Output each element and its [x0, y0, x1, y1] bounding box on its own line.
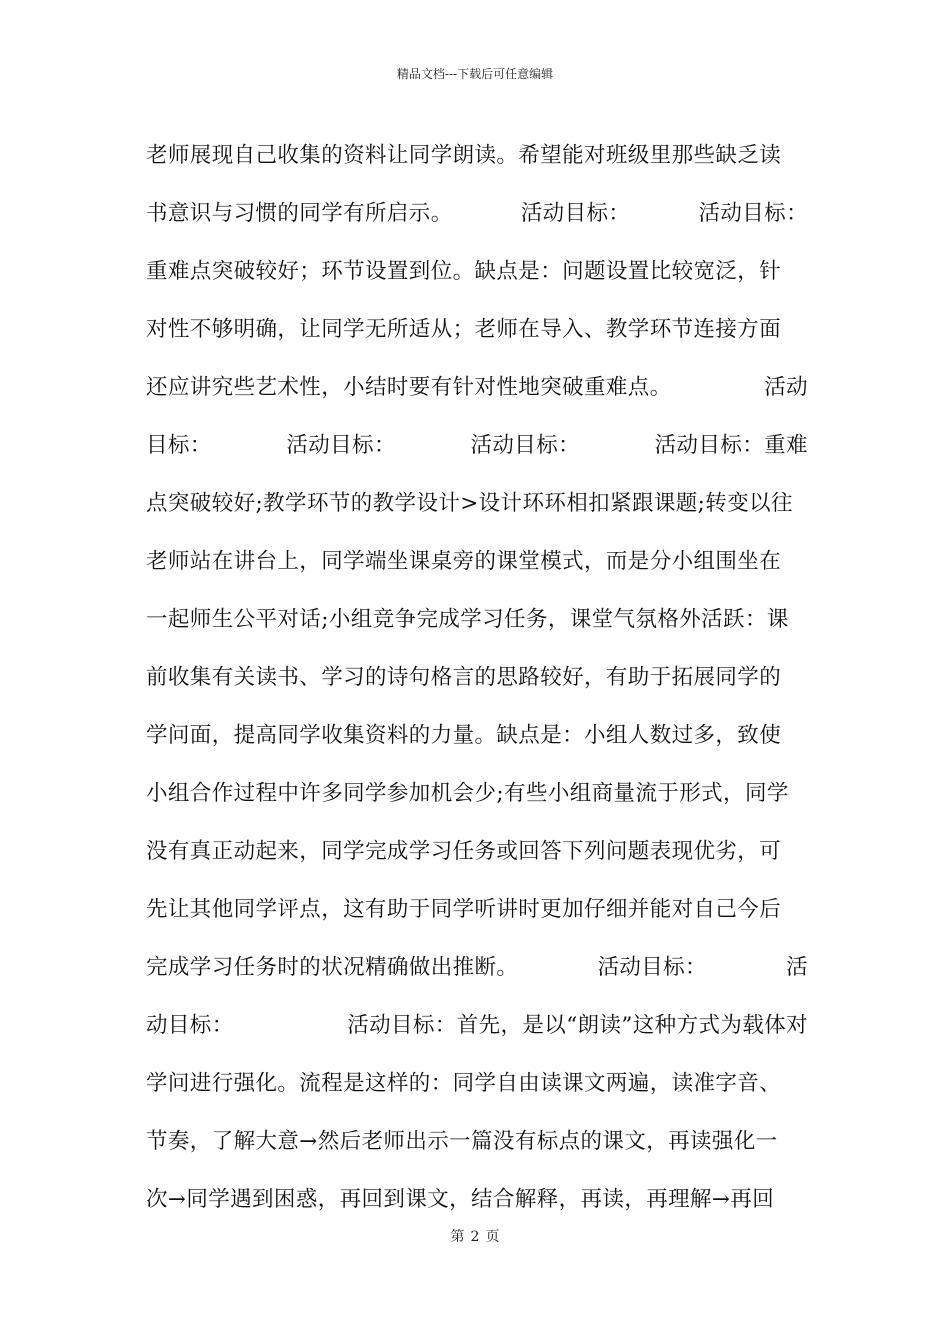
document-body [146, 124, 808, 1226]
header-text: 精品文档---下载后可任意编辑 [396, 67, 554, 81]
text-line [146, 878, 808, 936]
text-segment: 小组合作过程中许多同学参加机会少;有些小组商量流于形式，同学 [146, 780, 789, 806]
text-line [146, 1168, 808, 1226]
text-segment: 重难点突破较好；环节设置到位。缺点是：问题设置比较宽泛，针 [146, 258, 782, 284]
page-number-prefix: 第 [450, 1229, 465, 1245]
text-line [146, 240, 808, 298]
text-segment: 学问进行强化。流程是这样的：同学自由读课文两遍，读准字音、 [146, 1070, 782, 1096]
text-line [146, 762, 808, 820]
text-segment: 先让其他同学评点，这有助于同学听讲时更加仔细并能对自己今后 [146, 896, 782, 922]
text-line [146, 530, 808, 588]
page-footer [0, 1228, 950, 1246]
text-line [146, 298, 808, 356]
text-segment: 活动目标： [470, 432, 581, 458]
text-segment: 书意识与习惯的同学有所启示。 [146, 200, 453, 226]
text-line [146, 356, 808, 414]
text-segment: 一起师生公平对话;小组竞争完成学习任务，课堂气氛格外活跃：课 [146, 606, 789, 632]
page-number: 2 [470, 1229, 480, 1245]
text-line [146, 646, 808, 704]
text-segment: 没有真正动起来，同学完成学习任务或回答下列问题表现优劣，可 [146, 838, 782, 864]
text-line [146, 820, 808, 878]
text-segment: 还应讲究些艺术性，小结时要有针对性地突破重难点。 [146, 374, 672, 400]
text-segment: 活 [786, 954, 808, 980]
text-segment: 动目标： [146, 1012, 234, 1038]
text-segment: 点突破较好;教学环节的教学设计>设计环环相扣紧跟课题;转变以往 [146, 490, 793, 516]
page-number-suffix: 页 [485, 1229, 500, 1245]
page-header [0, 66, 950, 82]
text-segment: 前收集有关读书、学习的诗句格言的思路较好，有助于拓展同学的 [146, 664, 782, 690]
text-segment: 老师展现自己收集的资料让同学朗读。希望能对班级里那些缺乏读 [146, 142, 782, 168]
text-segment: 活动目标： [698, 200, 808, 226]
text-line [146, 588, 808, 646]
text-segment: 活动目标： [597, 954, 707, 980]
text-line [146, 704, 808, 762]
text-segment: 老师站在讲台上，同学端坐课桌旁的课堂模式，而是分小组围坐在 [146, 548, 782, 574]
text-segment: 活动目标： [286, 432, 396, 458]
text-line [146, 1052, 808, 1110]
text-line [146, 182, 808, 240]
text-segment: 完成学习任务时的状况精确做出推断。 [146, 954, 519, 980]
text-line [146, 414, 808, 472]
text-segment: 目标： [146, 432, 212, 458]
text-segment: 活动目标： [520, 200, 631, 226]
text-segment: 对性不够明确，让同学无所适从；老师在导入、教学环节连接方面 [146, 316, 782, 342]
text-line [146, 124, 808, 182]
text-segment: 次→同学遇到困惑，再回到课文，结合解释，再读，再理解→再回 [146, 1186, 775, 1212]
text-line [146, 936, 808, 994]
text-line [146, 1110, 808, 1168]
text-segment: 活动 [764, 374, 808, 400]
text-line [146, 472, 808, 530]
text-segment: 学问面，提高同学收集资料的力量。缺点是：小组人数过多，致使 [146, 722, 782, 748]
text-segment: 活动目标：首先，是以“朗读”这种方式为载体对 [347, 1012, 808, 1038]
text-line [146, 994, 808, 1052]
text-segment: 节奏，了解大意→然后老师出示一篇没有标点的课文，再读强化一 [146, 1128, 778, 1154]
text-segment: 活动目标：重难 [654, 432, 808, 458]
